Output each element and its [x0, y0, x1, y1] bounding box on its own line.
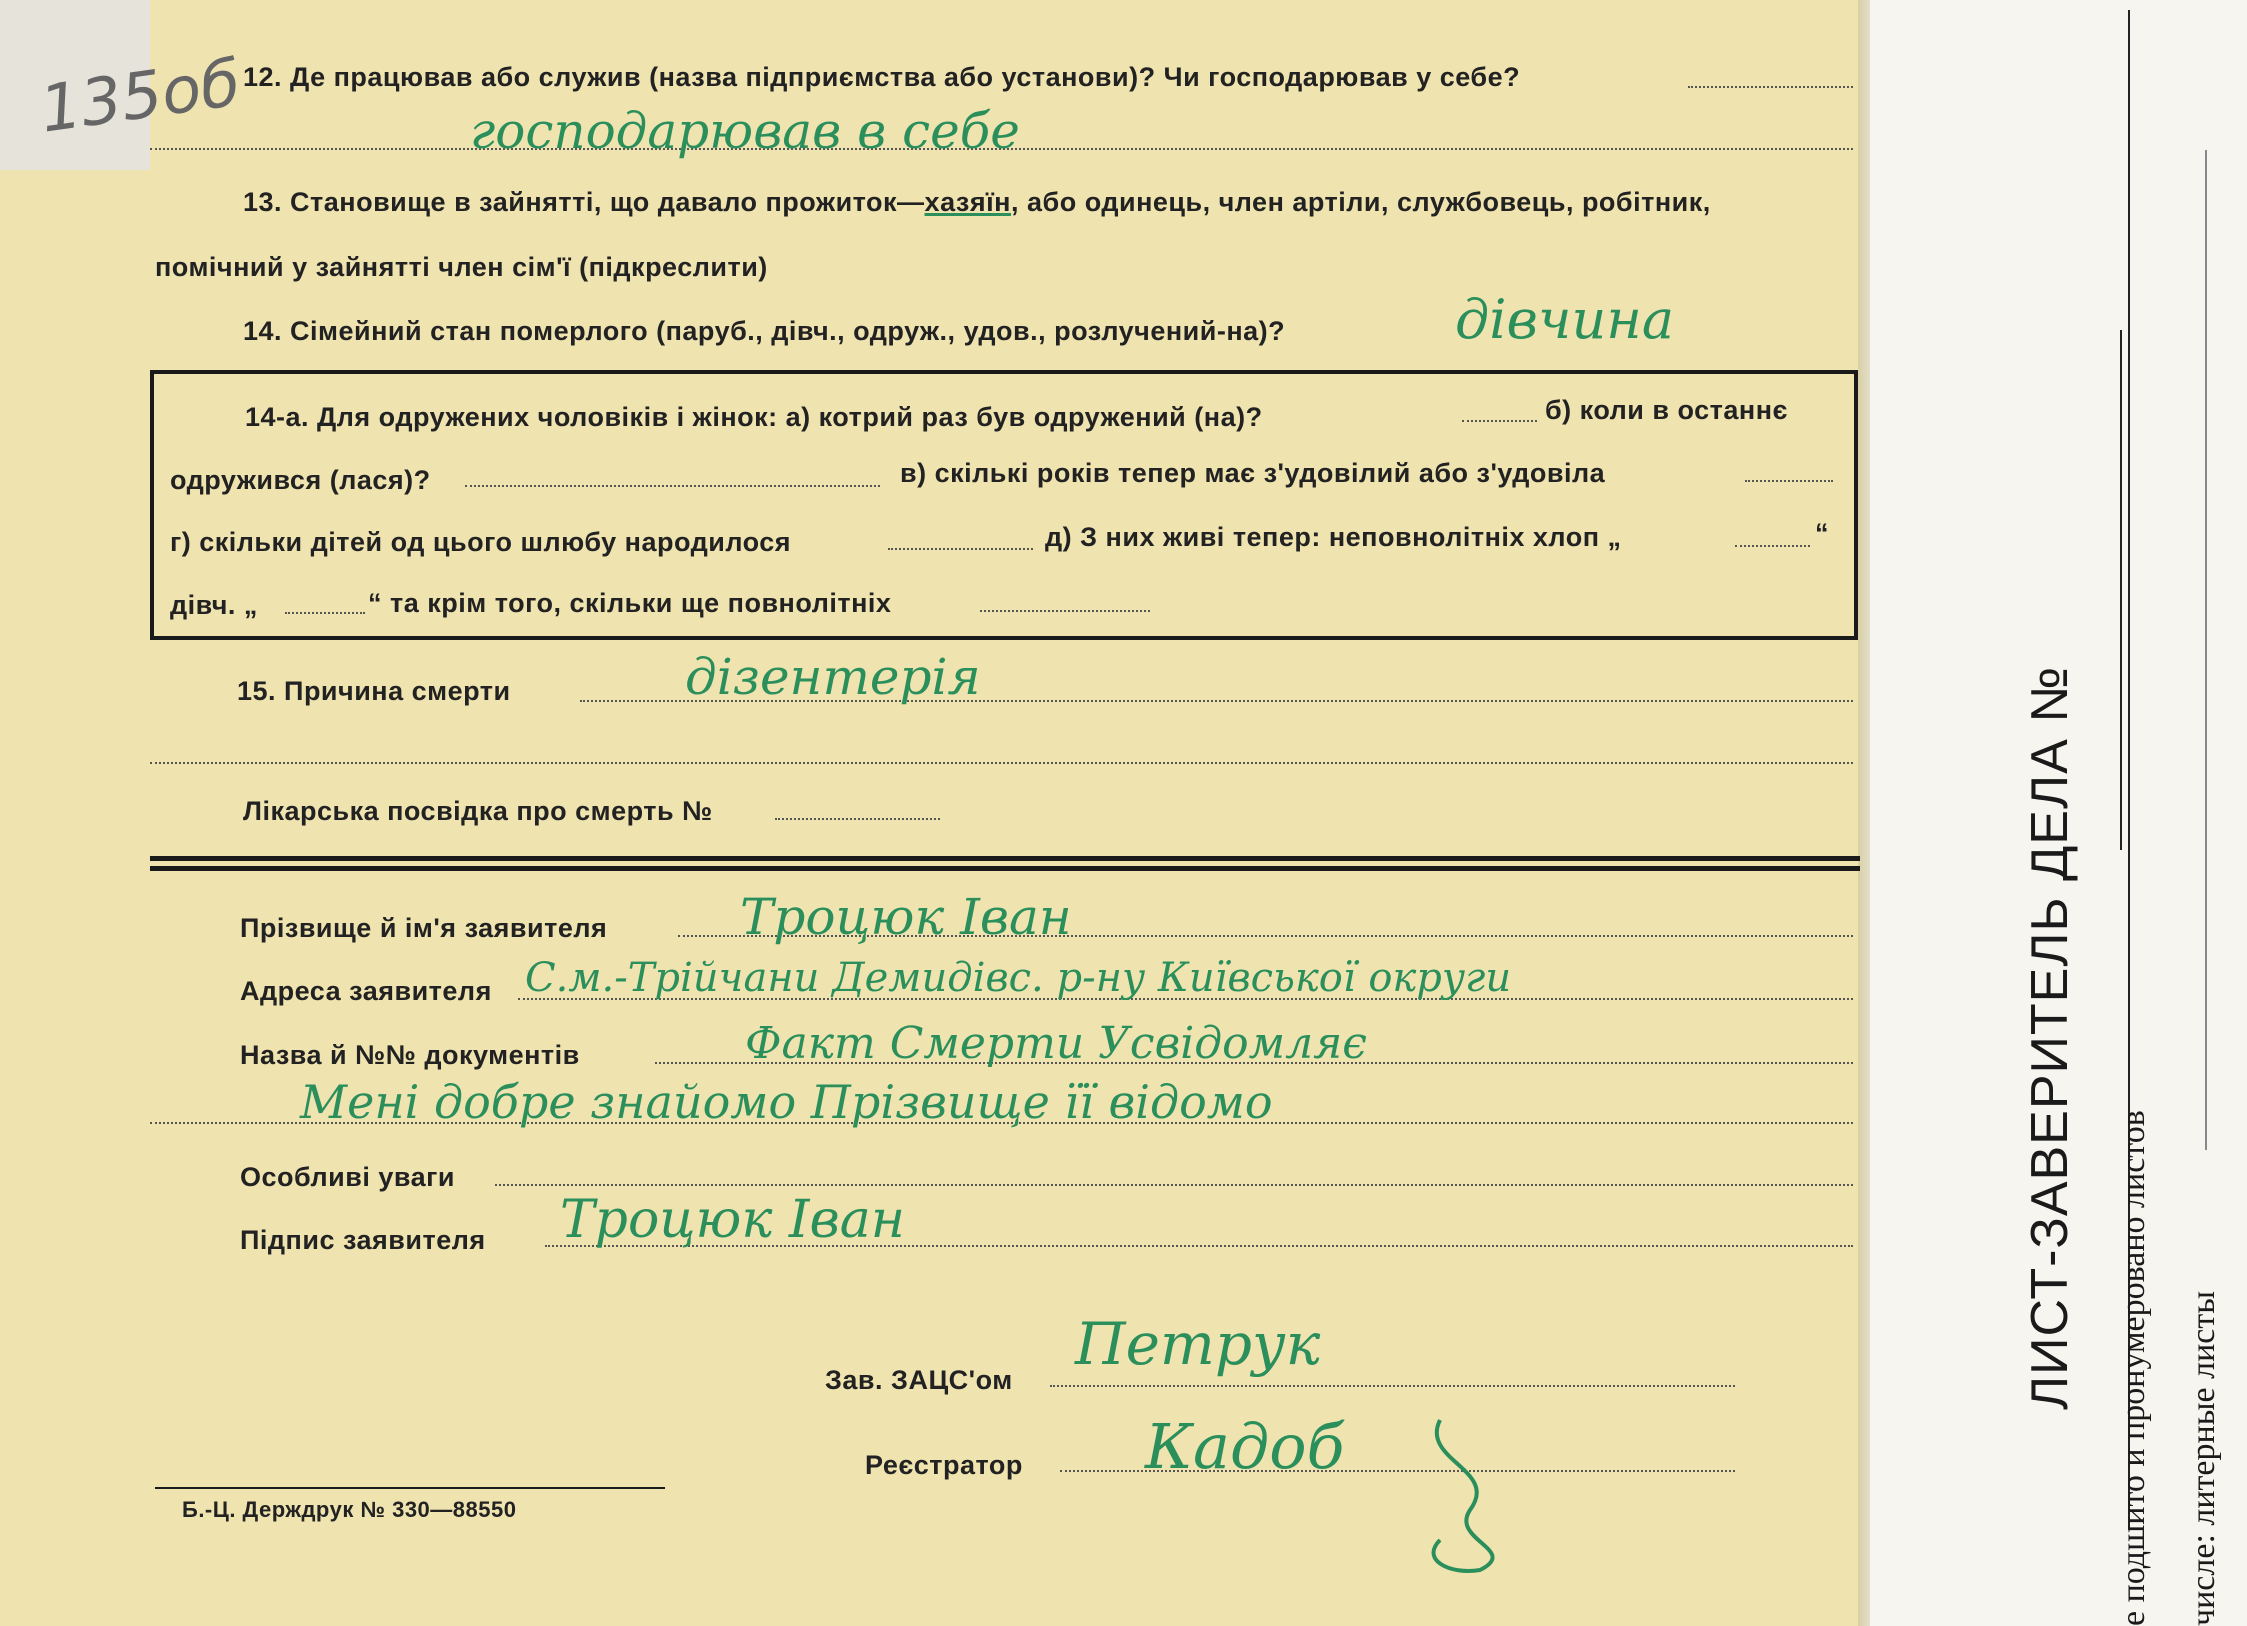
registrar-signature: Кадоб	[1145, 1410, 1345, 1483]
q12-dotline	[1688, 86, 1853, 88]
q13-label-line2: помічний у зайнятті член сім'ї (підкреслити)	[155, 252, 768, 282]
q14a-dotline-married	[465, 485, 880, 487]
applicant-name-label: Прізвище й ім'я заявителя	[240, 913, 608, 943]
q14a-dotline-adults	[980, 610, 1150, 612]
head-line	[1050, 1385, 1735, 1387]
q13-label-part2: , або одинець, член артіли, службовець, робітник,	[1011, 187, 1711, 217]
q14a-line1-b: б) коли в останнє	[1545, 395, 1788, 425]
side-sheet-fold	[2205, 150, 2207, 1150]
q14a-line2: одружився (лася)?	[170, 465, 431, 495]
applicant-docs-label: Назва й №№ документів	[240, 1040, 580, 1070]
side-sheet-line2: числе: литерные листы	[2185, 1290, 2222, 1626]
printer-label: Б.-Ц. Держдрук № 330—88550	[182, 1497, 517, 1522]
applicant-docs-value2: Мені добре знайомо Прізвище її відомо	[300, 1075, 1273, 1129]
separator-line-1	[150, 856, 1860, 861]
applicant-notes-label: Особливі уваги	[240, 1162, 455, 1192]
q12-label: 12. Де працював або служив (назва підприємства або установи)? Чи господарював у себе?	[243, 62, 1521, 92]
applicant-signature-label: Підпис заявителя	[240, 1225, 486, 1255]
applicant-signature-value: Троцюк Іван	[560, 1190, 905, 1250]
q15-label: 15. Причина смерти	[237, 676, 511, 706]
q14a-line3-close: “	[1815, 518, 1829, 548]
medical-line	[775, 818, 940, 820]
registrar-flourish	[1380, 1400, 1540, 1580]
side-sheet-title: ЛИСТ-ЗАВЕРИТЕЛЬ ДЕЛА №	[2021, 665, 2079, 1410]
applicant-address-value: С.м.-Трійчани Демидівс. р-ну Київської округи	[525, 955, 1512, 1001]
medical-label: Лікарська посвідка про смерть №	[243, 796, 713, 826]
q14a-dotline-g	[888, 548, 1033, 550]
applicant-address-label: Адреса заявителя	[240, 976, 492, 1006]
separator-line-2	[150, 866, 1860, 871]
q13-label	[243, 187, 1711, 218]
q14a-line3: г) скільки дітей од цього шлюбу народилося	[170, 527, 792, 557]
q14a-line1: 14-а. Для одружених чоловіків і жінок: а) котрий раз був одружений (на)?	[245, 402, 1263, 432]
side-title-line	[2120, 330, 2124, 850]
q14a-dotline-boys	[1735, 545, 1810, 547]
q14a-dotline-a	[1462, 420, 1537, 422]
q13-label-part1: 13. Становище в зайнятті, що давало прожиток—	[243, 187, 925, 217]
head-label: Зав. ЗАЦС'ом	[825, 1365, 1013, 1395]
registrar-label: Реєстратор	[865, 1450, 1023, 1480]
q14a-line4: дівч. „	[170, 590, 258, 620]
q14-answer: дівчина	[1455, 288, 1675, 351]
q14a-line4-rest: “ та крім того, скільки ще повнолітніх	[368, 588, 892, 618]
q12-answer: господарював в себе	[470, 102, 1020, 160]
q14a-line2-v: в) скількі років тепер має з'удовілий або з'удовіла	[900, 458, 1606, 488]
q14a-dotline-v	[1745, 480, 1833, 482]
side-sheet-line1: е подшито и пронумеровано листов	[2115, 1110, 2152, 1626]
applicant-docs-value1: Факт Смерти Усвідомляє	[745, 1018, 1367, 1069]
q14a-dotline-girls	[285, 612, 365, 614]
printer-rule	[155, 1487, 665, 1489]
q15-answer: дізентерія	[685, 648, 981, 706]
q15-second-line	[150, 762, 1853, 764]
q14-label: 14. Сімейний стан померлого (паруб., дівч., одруж., удов., розлучений-на)?	[243, 316, 1286, 346]
handwritten-page-number: 135об	[35, 46, 245, 148]
q14a-line3-d: д) З них живі тепер: неповнолітніх хлоп „	[1045, 522, 1622, 552]
head-signature: Петрук	[1075, 1310, 1321, 1378]
applicant-notes-line	[495, 1184, 1853, 1186]
applicant-name-value: Троцюк Іван	[740, 888, 1072, 946]
q13-underlined-word: хазяїн	[924, 187, 1011, 217]
